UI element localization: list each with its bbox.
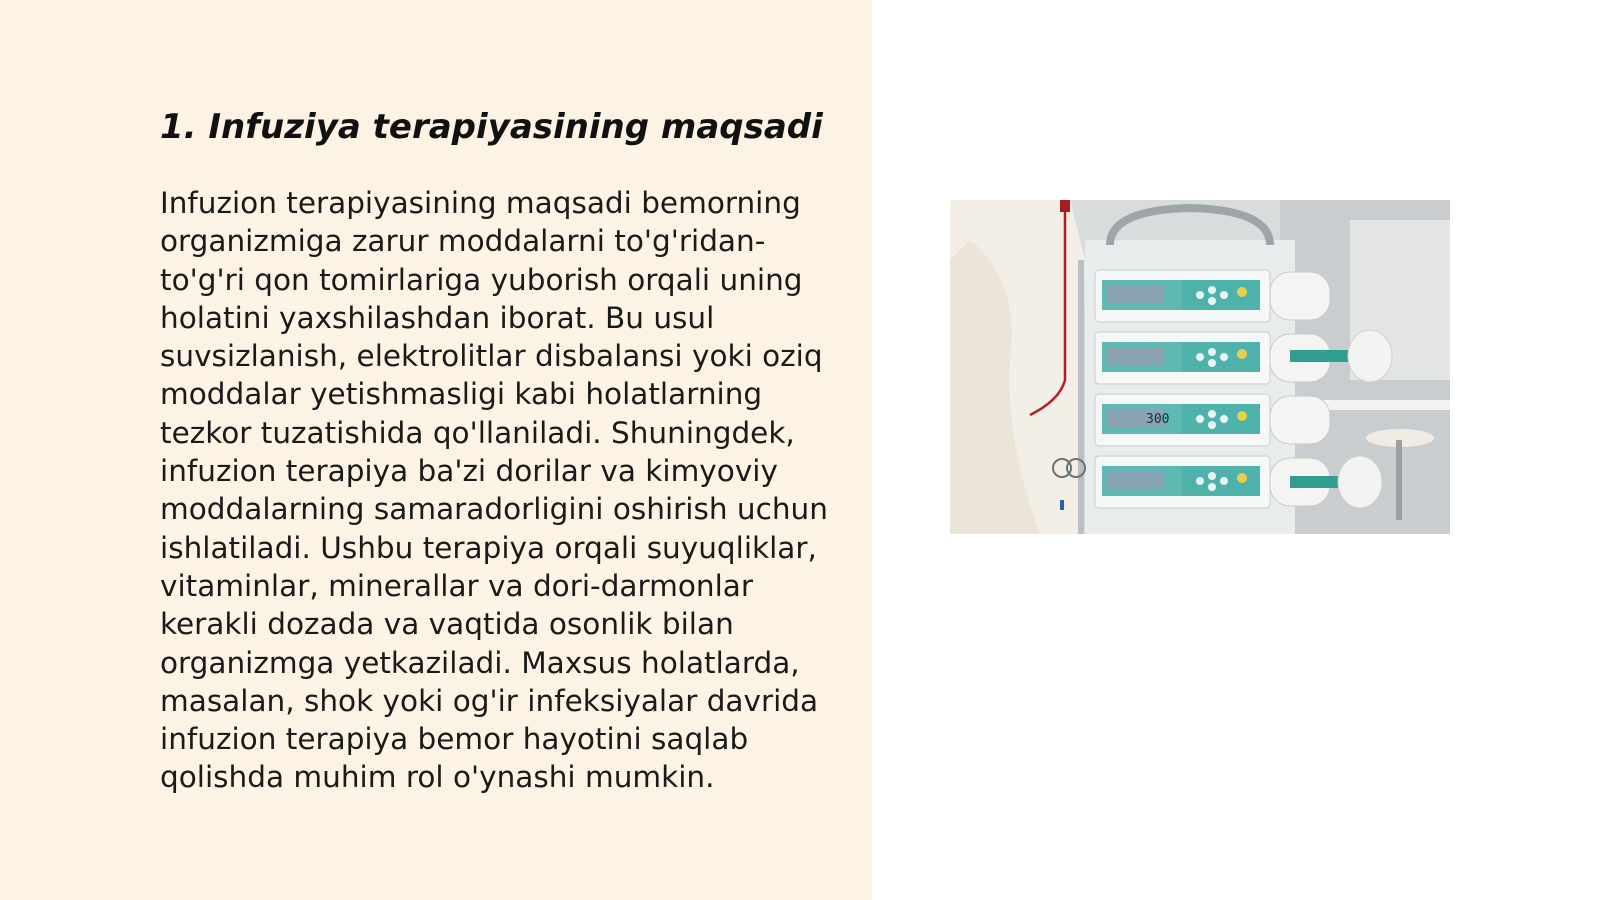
slide-body-text: Infuzion terapiyasining maqsadi bemorning organizmiga zarur moddalarni to'g'ridan-to'g'ri qon tomirlariga yuborish orqali uning holatini yaxshilashdan iborat. Bu usul suvsizlanish, elektrolitlar disbalansi yoki oziq moddalar yetishmasligi kabi holatlarning tezkor tuzatishida qo'llaniladi. Shuningdek, infuzion terapiya ba'zi dorilar va kimyoviy moddalarning samaradorligini oshirish uchun ishlatiladi. Ushbu terapiya orqali suyuqliklar, vitaminlar, minerallar va dori-darmonlar kerakli dozada va vaqtida osonlik bilan organizmga yetkaziladi. Maxsus holatlarda, masalan, shok yoki og'ir infeksiyalar davrida infuzion terapiya bemor hayotini saqlab qolishda muhim rol o'ynashi mumkin. — [160, 186, 828, 795]
infusion-pumps-photo — [950, 200, 1450, 534]
slide-title: 1. Infuziya terapiyasining maqsadi — [160, 107, 823, 147]
pump-display-readout: 300 — [1146, 412, 1170, 427]
pump-unit — [1095, 270, 1330, 322]
pump-unit — [1095, 394, 1330, 446]
